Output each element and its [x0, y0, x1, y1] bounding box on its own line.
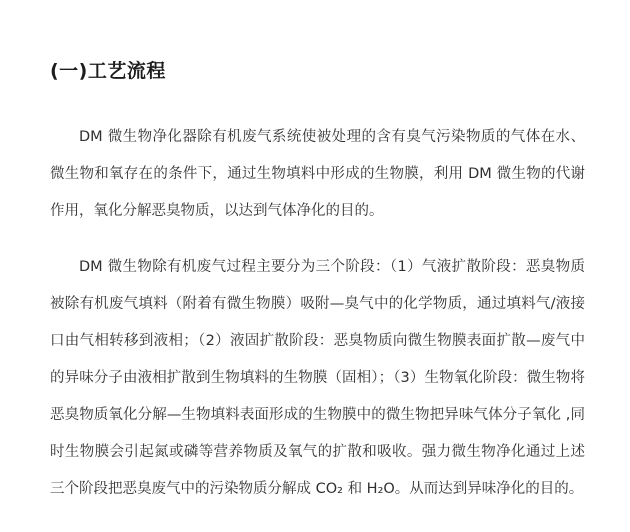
paragraph-three-stages: DM 微生物除有机废气过程主要分为三个阶段：（1）气液扩散阶段：恶臭物质被除有机废气填料（附着有微生物膜）吸附—臭气中的化学物质，通过填料气/液接口由气相转移到液相；（2）液固扩散阶段：恶臭物质向微生物膜表面扩散—废气中的异味分子由液相扩散到生物填料的生物膜（固相）；（3）生物氧化阶段：微生物将恶臭物质氧化分解—生物填料表面形成的生物膜中的微生物把异味气体分子氧化 ,同时生物膜会引起氮或磷等营养物质及氧气的扩散和吸收。强力微生物净化通过上述三个阶段把恶臭废气中的污染物质分解成 CO₂ 和 H₂O。从而达到异味净化的目的。	[50, 259, 585, 497]
section-heading: (一)工艺流程	[50, 60, 166, 82]
paragraph-process-overview: DM 微生物净化器除有机废气系统使被处理的含有臭气污染物质的气体在水、微生物和氧存在的条件下，通过生物填料中形成的生物膜，利用 DM 微生物的代谢作用，氧化分解恶臭物质，以达到气体净化的目的。	[50, 129, 585, 219]
